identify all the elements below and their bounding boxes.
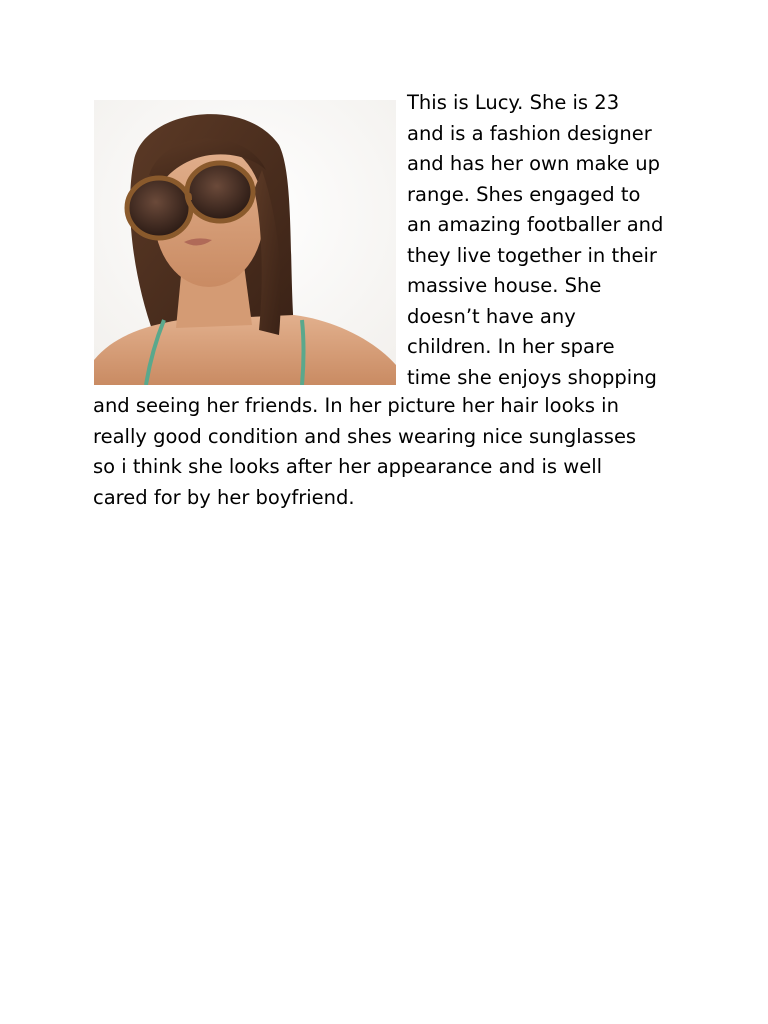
text-line: really good condition and shes wearing nice sunglasses (93, 424, 637, 448)
text-line: massive house. She (407, 274, 602, 297)
text-line: and has her own make up (407, 152, 661, 175)
continuation-paragraph (93, 391, 713, 513)
text-line: and is a fashion designer (407, 121, 652, 145)
text-line: This is Lucy. She is 23 (407, 91, 620, 114)
text-line: doesn’t have any (407, 304, 576, 328)
text-line: children. In her spare (407, 335, 615, 358)
text-line: cared for by her boyfriend. (93, 485, 355, 509)
text-line: time she enjoys shopping (407, 365, 657, 389)
text-line: range. Shes engaged to (407, 182, 641, 206)
text-line: so i think she looks after her appearance and is well (93, 455, 603, 478)
text-line: and seeing her friends. In her picture her hair looks in (93, 394, 619, 417)
text-line: an amazing footballer and (407, 213, 664, 236)
portrait-photo (94, 100, 396, 385)
text-line: they live together in their (407, 243, 657, 267)
intro-paragraph (407, 88, 707, 393)
